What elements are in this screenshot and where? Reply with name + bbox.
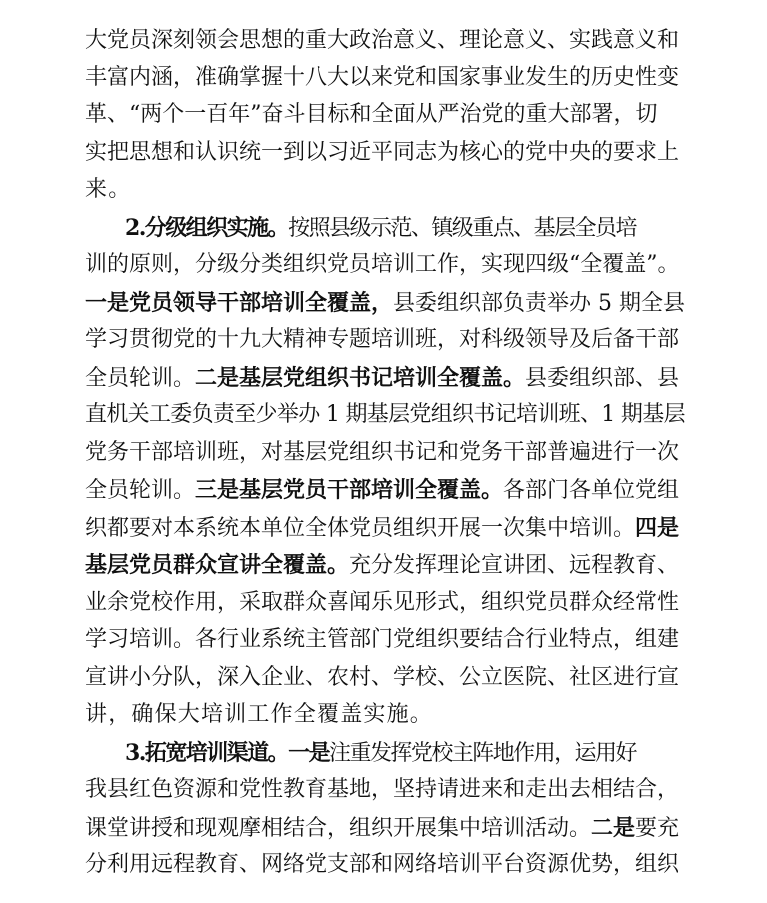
text-segment: 充分发挥理论宣讲团、远程教育、 (349, 553, 680, 578)
text-segment: 宣讲小分队，深入企业、农村、学校、公立医院、社区进行宣 (85, 665, 680, 690)
text-segment: 学习培训。各行业系统主管部门党组织要结合行业特点，组建 (85, 627, 680, 652)
text-line (85, 850, 685, 880)
section-heading-line (125, 738, 725, 769)
text-segment: 全员轮训。 (85, 366, 196, 391)
text-line (85, 138, 685, 168)
text-segment: 来。 (85, 177, 132, 202)
bold-text-segment: 二是基层党组织书记培训全覆盖。 (195, 365, 526, 391)
text-line (85, 663, 685, 693)
bold-text-segment: 3.拓宽培训渠道。 (125, 740, 289, 766)
text-segment: 织都要对本系统本单位全体党员组织开展一次集中培训。 (85, 516, 636, 541)
text-line (85, 588, 685, 618)
text-segment: 课堂讲授和现观摩相结合，组织开展集中培训活动。 (85, 816, 592, 841)
text-line (85, 700, 685, 730)
text-segment: 大党员深刻领会思想的重大政治意义、理论意义、实践意义和 (85, 28, 680, 53)
text-segment: 训的原则，分级分类组织党员培训工作，实现四级“全覆盖”。 (85, 252, 680, 277)
text-segment: 丰富内涵，准确掌握十八大以来党和国家事业发生的历史性变 (85, 65, 680, 90)
text-segment: 各部门各单位党组 (503, 478, 680, 503)
text-segment: 直机关工委负责至少举办 1 期基层党组织书记培训班、1 期基层 (85, 402, 685, 427)
text-line (85, 288, 685, 319)
text-line (85, 175, 685, 205)
bold-text-segment: 2.分级组织实施。 (125, 215, 289, 241)
text-line (85, 438, 685, 468)
text-segment: 革、“两个一百年”奋斗目标和全面从严治党的重大部署，切 (85, 102, 658, 127)
text-line (85, 813, 685, 844)
text-segment: 注重发挥党校主阵地作用，运用好 (329, 741, 636, 766)
bold-text-segment: 二是 (591, 815, 636, 841)
text-line (85, 625, 685, 655)
bold-text-segment: 一是 (288, 740, 330, 766)
text-line (85, 475, 685, 506)
text-segment: 党务干部培训班，对基层党组织书记和党务干部普遍进行一次 (85, 440, 680, 465)
text-segment: 按照县级示范、镇级重点、基层全员培 (288, 216, 636, 241)
text-line (85, 513, 685, 544)
bold-text-segment: 四是 (635, 515, 680, 541)
text-line (85, 63, 685, 93)
text-line (85, 550, 685, 581)
text-segment: 要充 (635, 816, 680, 841)
text-segment: 县委组织部负责举办 5 期全县 (393, 291, 685, 316)
text-line (85, 325, 685, 355)
text-line (85, 250, 685, 280)
bold-text-segment: 三是基层党员干部培训全覆盖。 (195, 477, 504, 503)
section-heading-line (125, 213, 725, 244)
text-segment: 讲，确保大培训工作全覆盖实施。 (85, 702, 434, 727)
text-line (85, 400, 685, 430)
text-line (85, 100, 685, 130)
text-segment: 分利用远程教育、网络党支部和网络培训平台资源优势，组织 (85, 852, 680, 877)
bold-text-segment: 一是党员领导干部培训全覆盖， (85, 290, 394, 316)
text-segment: 我县红色资源和党性教育基地，坚持请进来和走出去相结合， (85, 777, 680, 802)
text-segment: 县委组织部、县 (525, 366, 680, 391)
text-segment: 业余党校作用，采取群众喜闻乐见形式，组织党员群众经常性 (85, 590, 680, 615)
text-line (85, 26, 685, 56)
bold-text-segment: 基层党员群众宣讲全覆盖。 (85, 552, 350, 578)
text-segment: 全员轮训。 (85, 478, 196, 503)
text-segment: 实把思想和认识统一到以习近平同志为核心的党中央的要求上 (85, 140, 680, 165)
text-line (85, 775, 685, 805)
text-segment: 学习贯彻党的十九大精神专题培训班，对科级领导及后备干部 (85, 327, 680, 352)
text-line (85, 363, 685, 394)
